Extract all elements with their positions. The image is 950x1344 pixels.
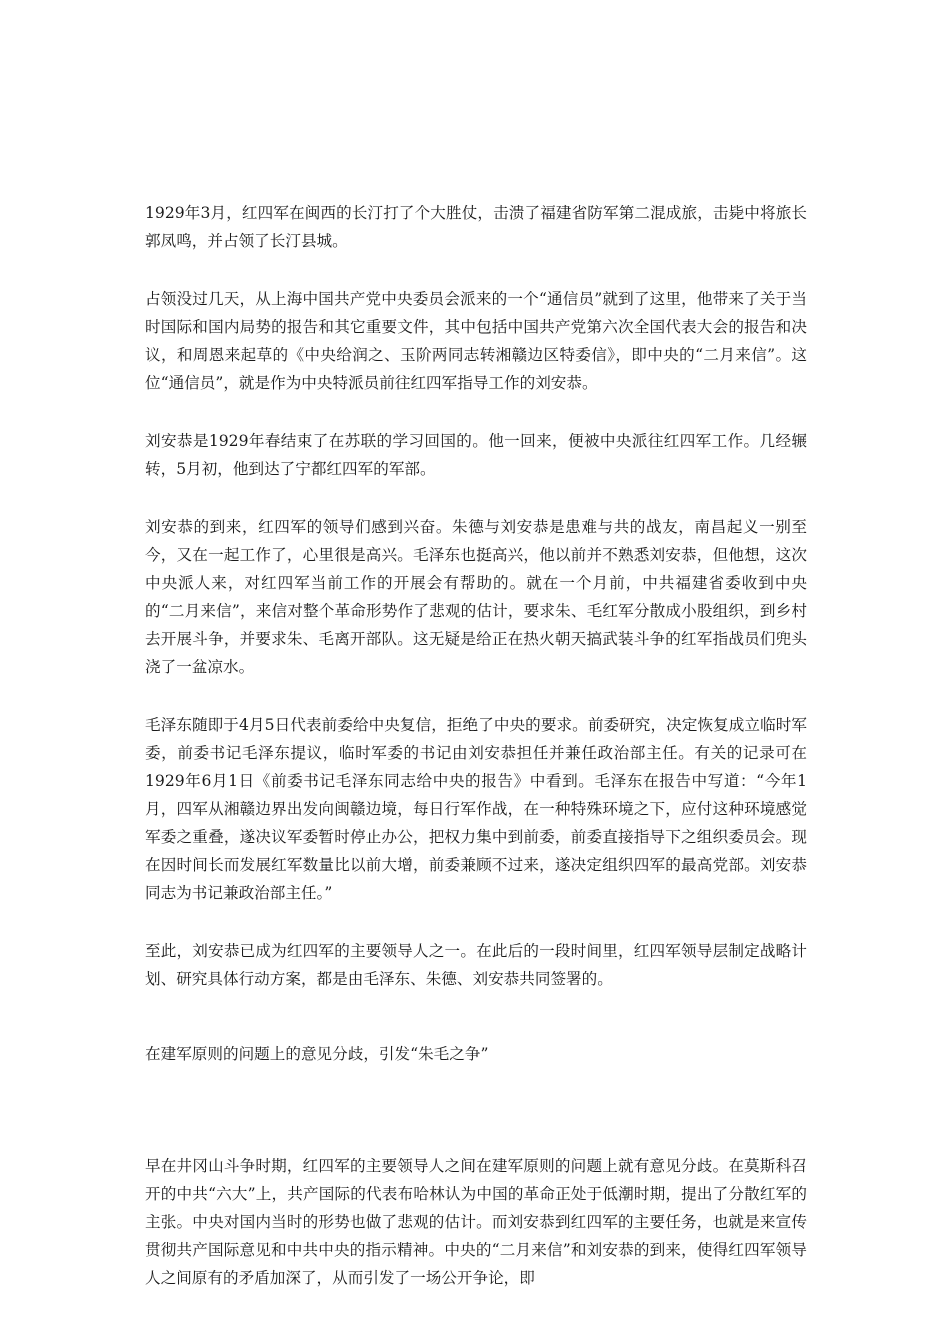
paragraph-messenger-arrival: 占领没过几天，从上海中国共产党中央委员会派来的一个“通信员”就到了这里，他带来了关于当时国际和国内局势的报告和其它重要文件，其中包括中国共产党第六次全国代表大会的报告和决议，和周恩来起草的《中央给润之、玉阶两同志转湘赣边区特委信》，即中央的“二月来信”。这位“通信员”，就是作为中央特派员前往红四军指导工作的刘安恭。: [145, 290, 807, 392]
paragraph-leaders-reaction: 刘安恭的到来，红四军的领导们感到兴奋。朱德与刘安恭是患难与共的战友，南昌起义一别至今，又在一起工作了，心里很是高兴。毛泽东也挺高兴，他以前并不熟悉刘安恭，但他想，这次中央派人来，对红四军当前工作的开展会有帮助的。就在一个月前，中共福建省委收到中央的“二月来信”，来信对整个革命形势作了悲观的估计，要求朱、毛红军分散成小股组织，到乡村去开展斗争，并要求朱、毛离开部队。这无疑是给正在热火朝天搞武装斗争的红军指战员们兜头浇了一盆凉水。: [145, 518, 807, 676]
paragraph-reply-to-central: 毛泽东随即于4月5日代表前委给中央复信，拒绝了中央的要求。前委研究，决定恢复成立临时军委，前委书记毛泽东提议，临时军委的书记由刘安恭担任并兼任政治部主任。有关的记录可在1929年6月1日《前委书记毛泽东同志给中央的报告》中看到。毛泽东在报告中写道：“今年1月，四军从湘赣边界出发向闽赣边境，每日行军作战，在一种特殊环境之下，应付这种环境感觉军委之重叠，遂决议军委暂时停止办公，把权力集中到前委，前委直接指导下之组织委员会。现在因时间长而发展红军数量比以前大增，前委兼顾不过来，遂决定组织四军的最高党部。刘安恭同志为书记兼政治部主任。”: [145, 716, 807, 902]
paragraph-disagreement: 早在井冈山斗争时期，红四军的主要领导人之间在建军原则的问题上就有意见分歧。在莫斯科召开的中共“六大”上，共产国际的代表布哈林认为中国的革命正处于低潮时期，提出了分散红军的主张。中央对国内当时的形势也做了悲观的估计。而刘安恭到红四军的主要任务，也就是来宣传贯彻共产国际意见和中共中央的指示精神。中央的“二月来信”和刘安恭的到来，使得红四军领导人之间原有的矛盾加深了，从而引发了一场公开争论，即: [145, 1157, 807, 1287]
paragraph-liu-angong-return: 刘安恭是1929年春结束了在苏联的学习回国的。他一回来，便被中央派往红四军工作。几经辗转，5月初，他到达了宁都红四军的军部。: [145, 432, 807, 478]
section-heading: 在建军原则的问题上的意见分歧，引发“朱毛之争”: [145, 1045, 489, 1063]
document-body: [145, 199, 807, 1322]
paragraph-changting-victory: 1929年3月，红四军在闽西的长汀打了个大胜仗，击溃了福建省防军第二混成旅，击毙中将旅长郭凤鸣，并占领了长汀县城。: [145, 204, 807, 250]
paragraph-leadership-role: 至此，刘安恭已成为红四军的主要领导人之一。在此后的一段时间里，红四军领导层制定战略计划、研究具体行动方案，都是由毛泽东、朱德、刘安恭共同签署的。: [145, 942, 807, 988]
